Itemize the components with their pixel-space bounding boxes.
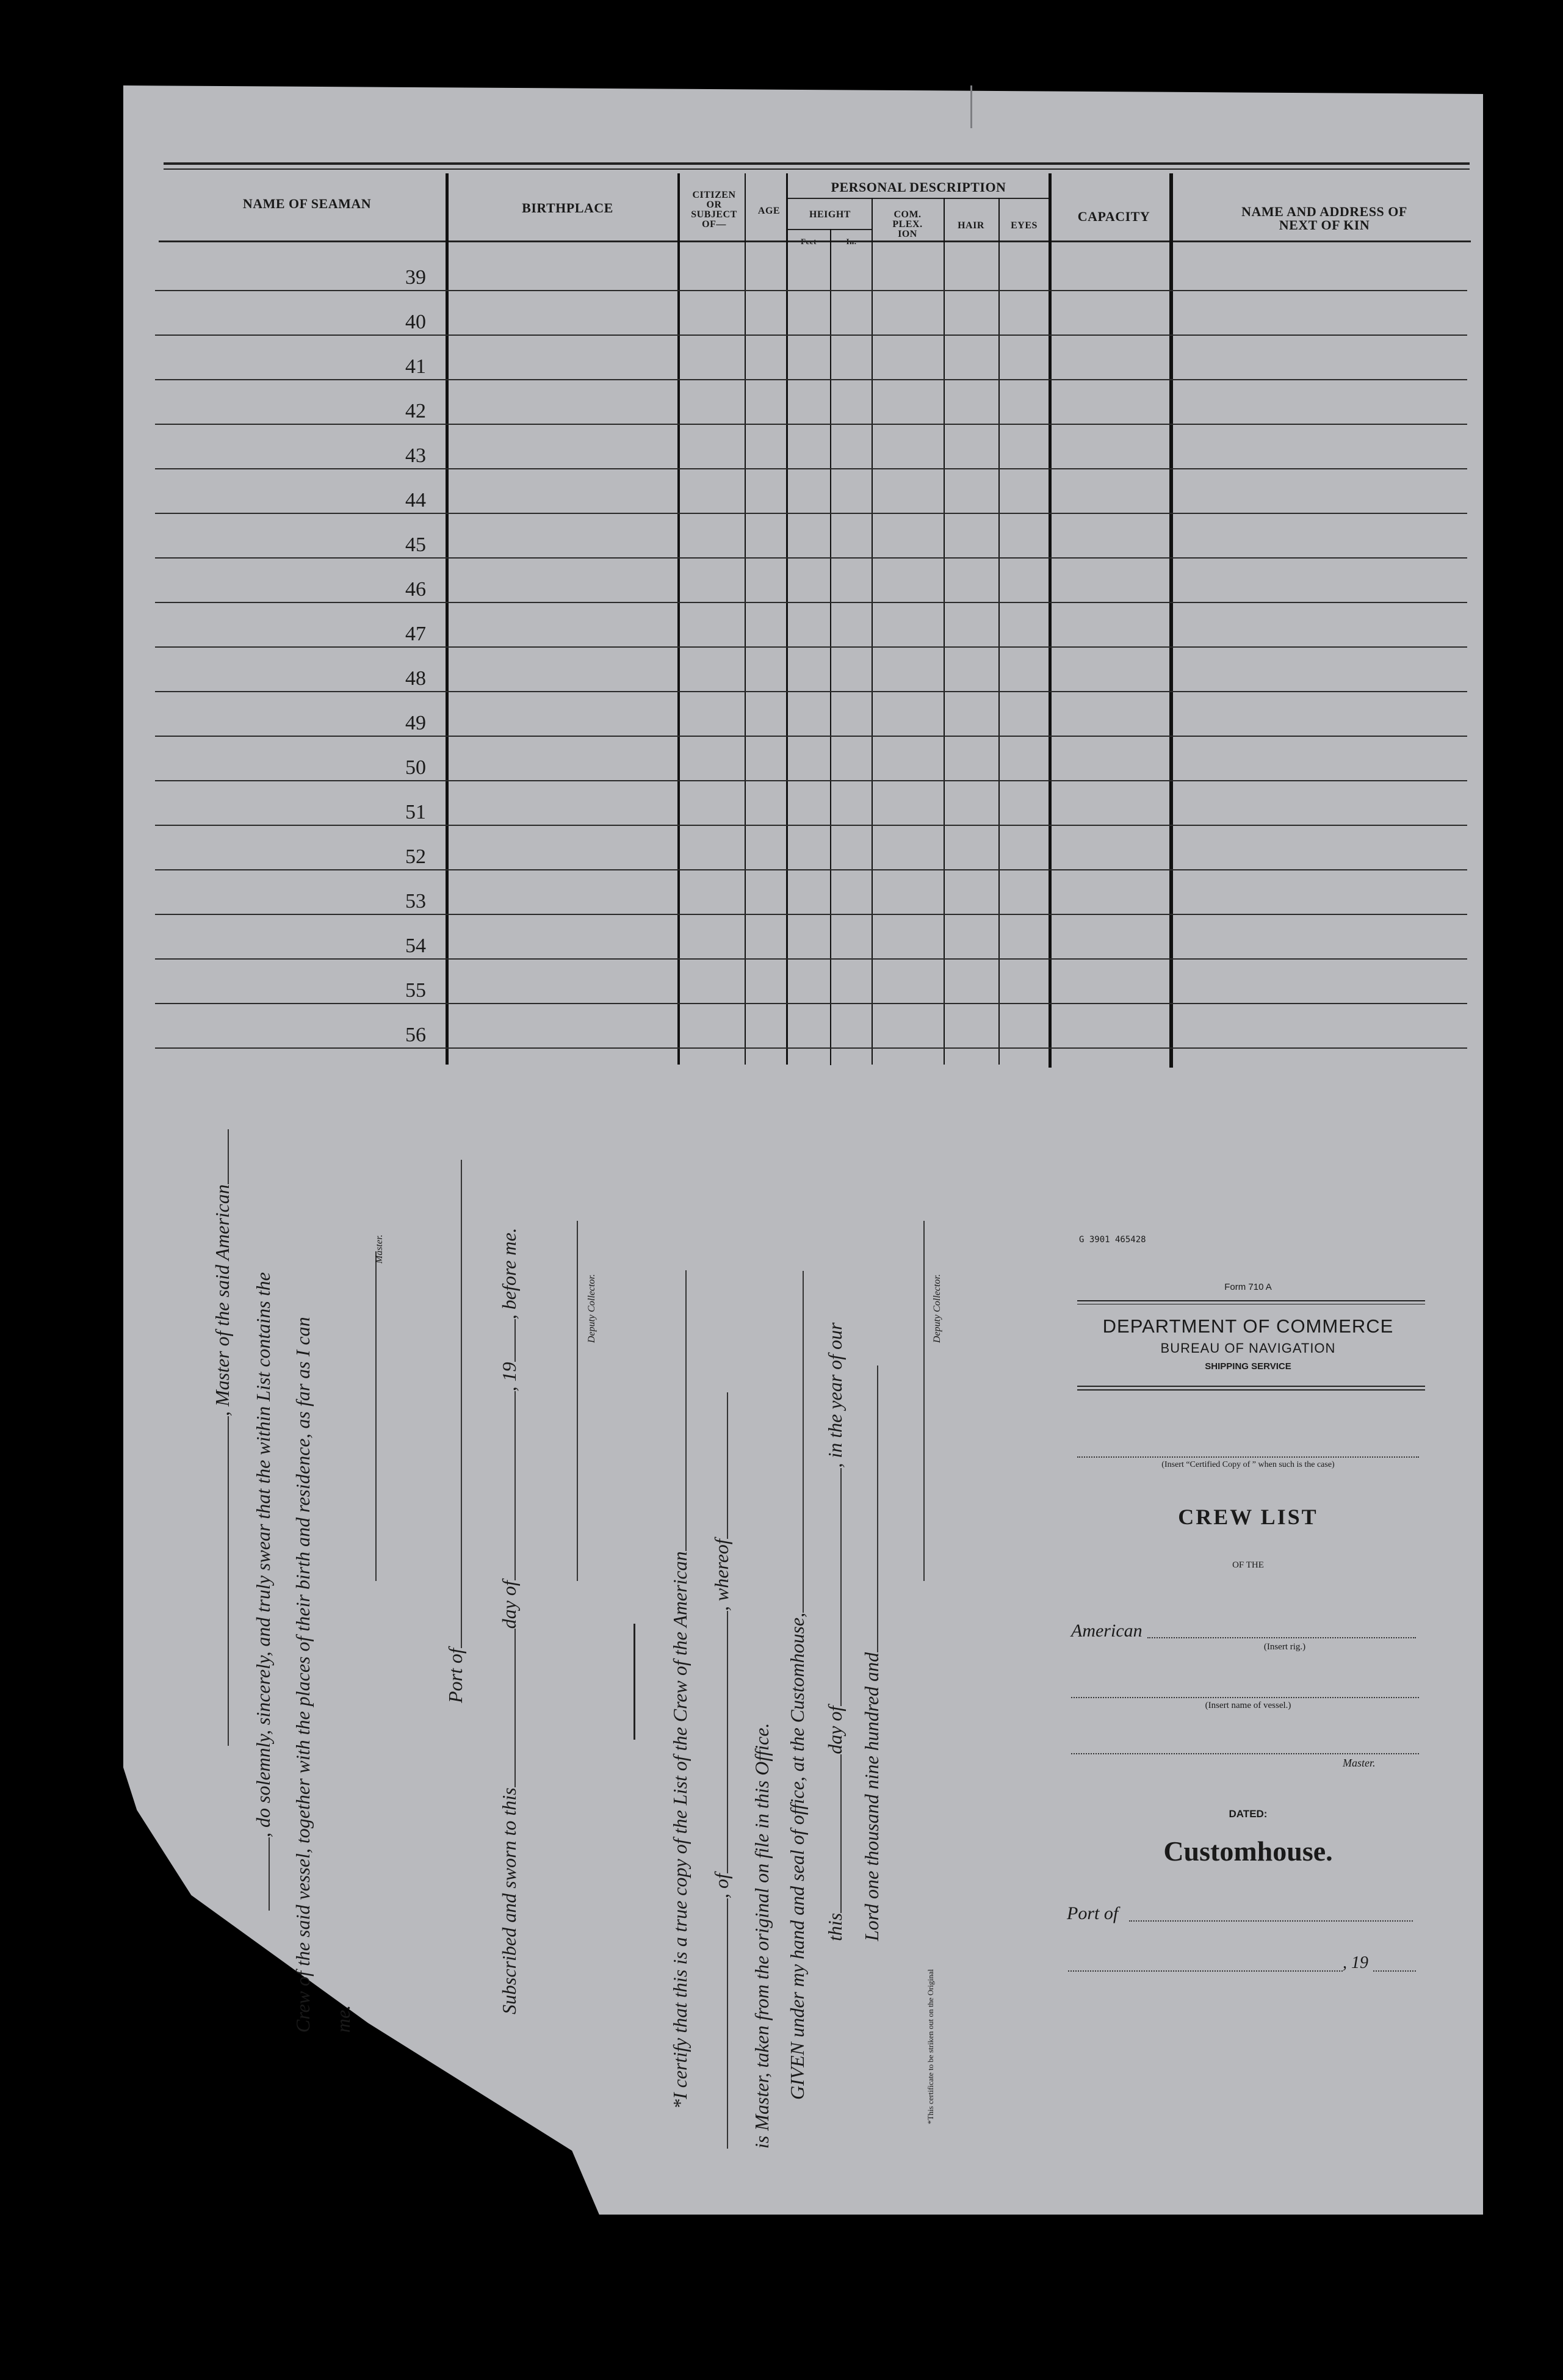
table-row <box>155 958 1467 960</box>
insert-vessel-label: (Insert name of vessel.) <box>1205 1701 1291 1710</box>
certificate-line-1: *I certify that this is a true copy of the List of the Crew of the American <box>670 1270 690 2109</box>
row-number: 52 <box>405 845 426 868</box>
row-number: 48 <box>405 667 426 690</box>
certificate-line-5: thisday of, in the year of our <box>824 1322 846 1941</box>
row-number: 54 <box>405 935 426 957</box>
row-number: 47 <box>405 623 426 645</box>
table-row <box>155 335 1467 336</box>
row-number: 45 <box>405 534 426 556</box>
oath-line-2: , do solemnly, sincerely, and truly swear that the within List contains the <box>253 1272 273 1911</box>
service-name: SHIPPING SERVICE <box>1205 1361 1291 1372</box>
header-height: HEIGHT <box>809 209 851 220</box>
table-row <box>155 557 1467 559</box>
customhouse-label: Customhouse. <box>1163 1836 1333 1867</box>
header-birthplace: BIRTHPLACE <box>522 200 613 215</box>
form-number: Form 710 A <box>1224 1282 1272 1292</box>
header-personal-description: PERSONAL DESCRIPTION <box>831 179 1006 195</box>
header-name-of-seaman: NAME OF SEAMAN <box>242 196 372 211</box>
certificate-footnote: *This certificate to be striken out on the Original <box>926 1969 935 2124</box>
row-number: 46 <box>405 578 426 601</box>
table-top-rule-thin <box>164 168 1470 170</box>
rig-field[interactable] <box>1147 1637 1416 1638</box>
oath-line-1: , Master of the said American <box>212 1129 232 1746</box>
year-label-cover: , 19 <box>1343 1953 1368 1972</box>
document-title: CREW LIST <box>1178 1505 1318 1529</box>
master-label: Master. <box>374 1234 384 1264</box>
table-row <box>155 513 1467 514</box>
row-number: 49 <box>405 712 426 734</box>
certificate-line-4: GIVEN under my hand and seal of office, at the Customhouse, <box>787 1271 807 2100</box>
row-number: 50 <box>405 756 426 779</box>
table-row <box>155 691 1467 692</box>
row-number: 41 <box>405 355 426 378</box>
table-row <box>155 1003 1467 1004</box>
port-field[interactable] <box>1129 1920 1413 1922</box>
insert-rig-label: (Insert rig.) <box>1263 1642 1306 1652</box>
port-of-line: Port of <box>446 1160 465 1703</box>
row-number: 43 <box>405 444 426 467</box>
table-row <box>155 914 1467 915</box>
table-row <box>155 646 1467 648</box>
table-row <box>155 602 1467 603</box>
header-eyes: EYES <box>1011 220 1038 231</box>
master-signature-line <box>360 1251 380 1581</box>
master-label-cover: Master. <box>1343 1757 1376 1769</box>
year-field[interactable] <box>1373 1970 1416 1972</box>
header-hair: HAIR <box>958 220 984 231</box>
table-row <box>155 736 1467 737</box>
table-row <box>155 379 1467 380</box>
paper-crease <box>970 85 972 128</box>
table-row <box>155 1047 1467 1049</box>
date-field[interactable] <box>1068 1970 1343 1972</box>
table-top-rule <box>164 162 1470 165</box>
master-field[interactable] <box>1071 1753 1419 1754</box>
row-number: 56 <box>405 1024 426 1046</box>
american-label: American <box>1071 1621 1142 1641</box>
row-number: 55 <box>405 979 426 1002</box>
port-of-label-cover: Port of <box>1067 1903 1119 1923</box>
bureau-name: BUREAU OF NAVIGATION <box>1160 1340 1336 1356</box>
dated-label: DATED: <box>1229 1808 1268 1820</box>
row-number: 42 <box>405 400 426 422</box>
table-row <box>155 424 1467 425</box>
row-number: 44 <box>405 489 426 512</box>
deputy-signature-line-2 <box>908 1221 928 1581</box>
table-row <box>155 869 1467 870</box>
vessel-name-field[interactable] <box>1071 1697 1419 1698</box>
table-row <box>155 468 1467 469</box>
table-row <box>155 290 1467 291</box>
oath-line-3: Crew of the said vessel, together with the places of their birth and residence, as far as I can <box>292 1317 314 2033</box>
table-row <box>155 780 1467 781</box>
certificate-line-2: , of, whereof <box>712 1392 731 2149</box>
print-code: G 3901 465428 <box>1079 1235 1146 1245</box>
row-number: 39 <box>405 266 426 289</box>
deputy-collector-label-2: Deputy Collector. <box>932 1274 942 1343</box>
subscribed-line: Subscribed and sworn to thisday of, 19, before me. <box>498 1228 520 2014</box>
header-bottom-rule <box>159 241 1471 242</box>
certificate-line-3: is Master, taken from the original on file in this Office. <box>751 1723 773 2149</box>
row-number: 40 <box>405 311 426 333</box>
row-number: 51 <box>405 801 426 823</box>
of-the-label: OF THE <box>1232 1560 1264 1570</box>
table-row <box>155 825 1467 826</box>
header-capacity: CAPACITY <box>1077 209 1150 224</box>
department-name: DEPARTMENT OF COMMERCE <box>1102 1315 1394 1337</box>
certified-copy-note: (Insert “Certified Copy of ” when such is the case) <box>1161 1460 1335 1469</box>
divider <box>634 1624 635 1740</box>
row-number: 53 <box>405 890 426 913</box>
oath-line-4: me. <box>332 2005 354 2033</box>
deputy-collector-label-1: Deputy Collector. <box>587 1274 597 1343</box>
header-age: AGE <box>757 206 781 216</box>
certificate-line-6: Lord one thousand nine hundred and <box>862 1365 881 1941</box>
deputy-signature-line <box>561 1221 581 1581</box>
